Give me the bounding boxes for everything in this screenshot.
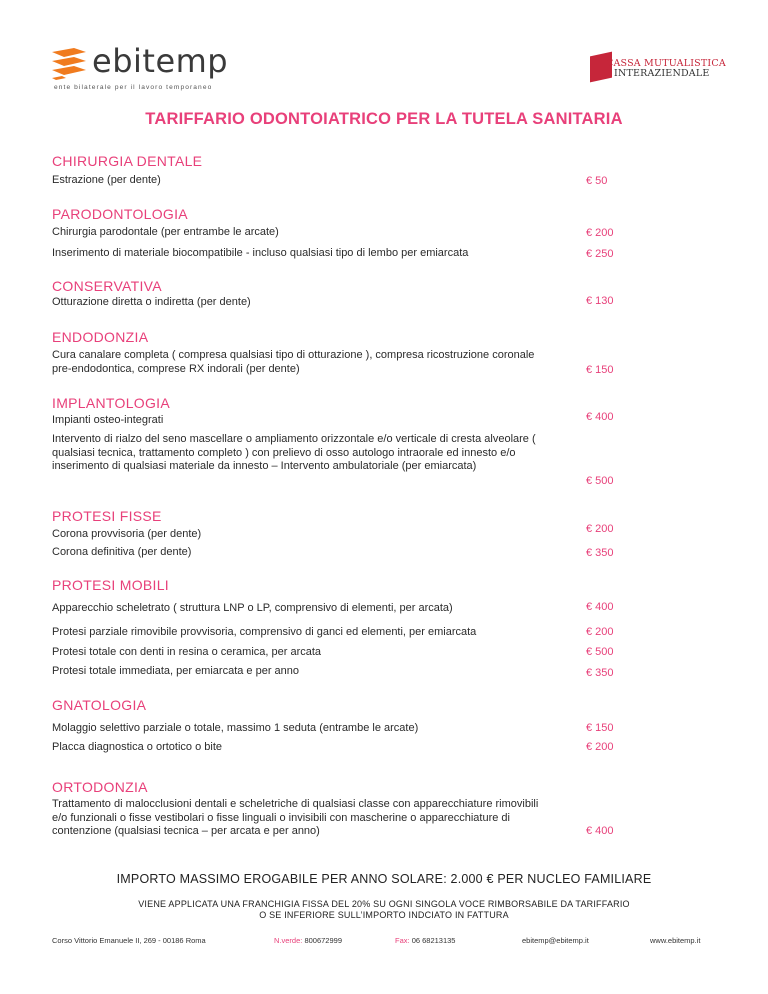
franchise-note-line2: O SE INFERIORE SULL’IMPORTO INDCIATO IN FATTURA: [259, 910, 509, 920]
tariff-item-price: € 500: [586, 475, 614, 487]
cassa-logo-line2: INTERAZIENDALE: [614, 68, 710, 79]
section-title-ortodonzia: ORTODONZIA: [52, 779, 148, 795]
tariff-item-price: € 130: [586, 295, 614, 307]
tariff-item-text: Protesi parziale rimovibile provvisoria, comprensivo di ganci ed elementi, per emiarcata: [52, 626, 477, 638]
section-title-chirurgia-dentale: CHIRURGIA DENTALE: [52, 153, 203, 169]
max-amount-statement: IMPORTO MASSIMO EROGABILE PER ANNO SOLARE: 2.000 € PER NUCLEO FAMILIARE: [116, 872, 652, 886]
tariff-item-price: € 150: [586, 364, 614, 376]
tariff-item-price: € 200: [586, 523, 614, 535]
page-title: TARIFFARIO ODONTOIATRICO PER LA TUTELA SANITARIA: [145, 110, 623, 128]
footer-address: Corso Vittorio Emanuele II, 269 - 00186 Roma: [52, 936, 206, 945]
franchise-note-line1: VIENE APPLICATA UNA FRANCHIGIA FISSA DEL 20% SU OGNI SINGOLA VOCE RIMBORSABILE DA TARIFFARIO: [138, 899, 630, 909]
footer-toll-free-number: 800672999: [304, 936, 342, 945]
tariff-item-price: € 400: [586, 825, 614, 837]
footer-fax-label: Fax:: [395, 936, 410, 945]
footer-email-link[interactable]: ebitemp@ebitemp.it: [522, 936, 589, 945]
tariff-item-text: Molaggio selettivo parziale o totale, massimo 1 seduta (entrambe le arcate): [52, 722, 419, 734]
tariff-item-price: € 350: [586, 547, 614, 559]
tariff-item-text: Impianti osteo-integrati: [52, 414, 164, 426]
footer-fax: [395, 936, 455, 945]
tariff-item-text: Estrazione (per dente): [52, 174, 161, 186]
tariff-item-price: € 500: [586, 646, 614, 658]
tariff-item-text: Trattamento di malocclusioni dentali e scheletriche di qualsiasi classe con apparecchiature rimovibili e/o funzionali o fisse vestibolari o fisse linguali o invisibili con mascherine o apparecchiature di contenzione (qualsiasi tecnica – per arcata e per anno): [52, 798, 539, 837]
tariff-item-text: Placca diagnostica o ortotico o bite: [52, 741, 222, 753]
logo-tagline: ente bilaterale per il lavoro temporaneo: [54, 84, 213, 91]
tariff-item-price: € 400: [586, 411, 614, 423]
tariff-item-text: Chirurgia parodontale (per entrambe le arcate): [52, 226, 279, 238]
tariff-item-price: € 400: [586, 601, 614, 613]
cassa-logo-line1: CASSA MUTUALISTICA: [606, 58, 726, 69]
tariff-item-price: € 200: [586, 626, 614, 638]
section-title-endodonzia: ENDODONZIA: [52, 329, 149, 345]
tariff-item-text: Protesi totale immediata, per emiarcata e per anno: [52, 665, 300, 677]
cassa-mutualistica-logo: [590, 54, 730, 88]
franchise-note: [0, 899, 768, 921]
tariff-item-text: Cura canalare completa ( compresa qualsiasi tipo di otturazione ), compresa ricostruzione coronale pre-endodontica, comprese RX indorali (per dente): [52, 349, 535, 375]
logo-wordmark: ebitemp: [92, 42, 229, 80]
tariff-item-text: Otturazione diretta o indiretta (per dente): [52, 296, 251, 308]
footer-toll-free: [274, 936, 342, 945]
footer-toll-free-label: N.verde:: [274, 936, 303, 945]
footer-website-link[interactable]: www.ebitemp.it: [650, 936, 701, 945]
tariff-item-text: Corona definitiva (per dente): [52, 546, 192, 558]
tariff-item-price: € 50: [586, 175, 608, 187]
section-title-parodontologia: PARODONTOLOGIA: [52, 206, 188, 222]
tariff-item-text: Intervento di rialzo del seno mascellare o ampliamento orizzontale e/o verticale di cresta alveolare ( qualsiasi tecnica, trattamento completo ) con prelievo di osso autologo intraorale ed innesto e/o inserimento di qualsiasi materiale da innesto – Intervento ambulatoriale (per emiarcata): [52, 433, 536, 472]
tariff-item-text: Corona provvisoria (per dente): [52, 528, 202, 540]
section-title-implantologia: IMPLANTOLOGIA: [52, 395, 171, 411]
ebitemp-logo-icon: [52, 48, 86, 80]
section-title-protesi-fisse: PROTESI FISSE: [52, 508, 162, 524]
tariff-item-price: € 250: [586, 248, 614, 260]
section-title-conservativa: CONSERVATIVA: [52, 278, 162, 294]
section-title-protesi-mobili: PROTESI MOBILI: [52, 577, 169, 593]
tariff-item-price: € 200: [586, 227, 614, 239]
section-title-gnatologia: GNATOLOGIA: [52, 697, 147, 713]
tariff-item-price: € 200: [586, 741, 614, 753]
tariff-item-price: € 150: [586, 722, 614, 734]
tariff-item-text: Protesi totale con denti in resina o ceramica, per arcata: [52, 646, 322, 658]
tariff-item-price: € 350: [586, 667, 614, 679]
footer-fax-number: 06 68213135: [411, 936, 456, 945]
ebitemp-logo: [52, 42, 229, 94]
tariff-item-text: Apparecchio scheletrato ( struttura LNP o LP, comprensivo di elementi, per arcata): [52, 602, 453, 614]
tariff-item-text: Inserimento di materiale biocompatibile - incluso qualsiasi tipo di lembo per emiarcata: [52, 247, 469, 259]
